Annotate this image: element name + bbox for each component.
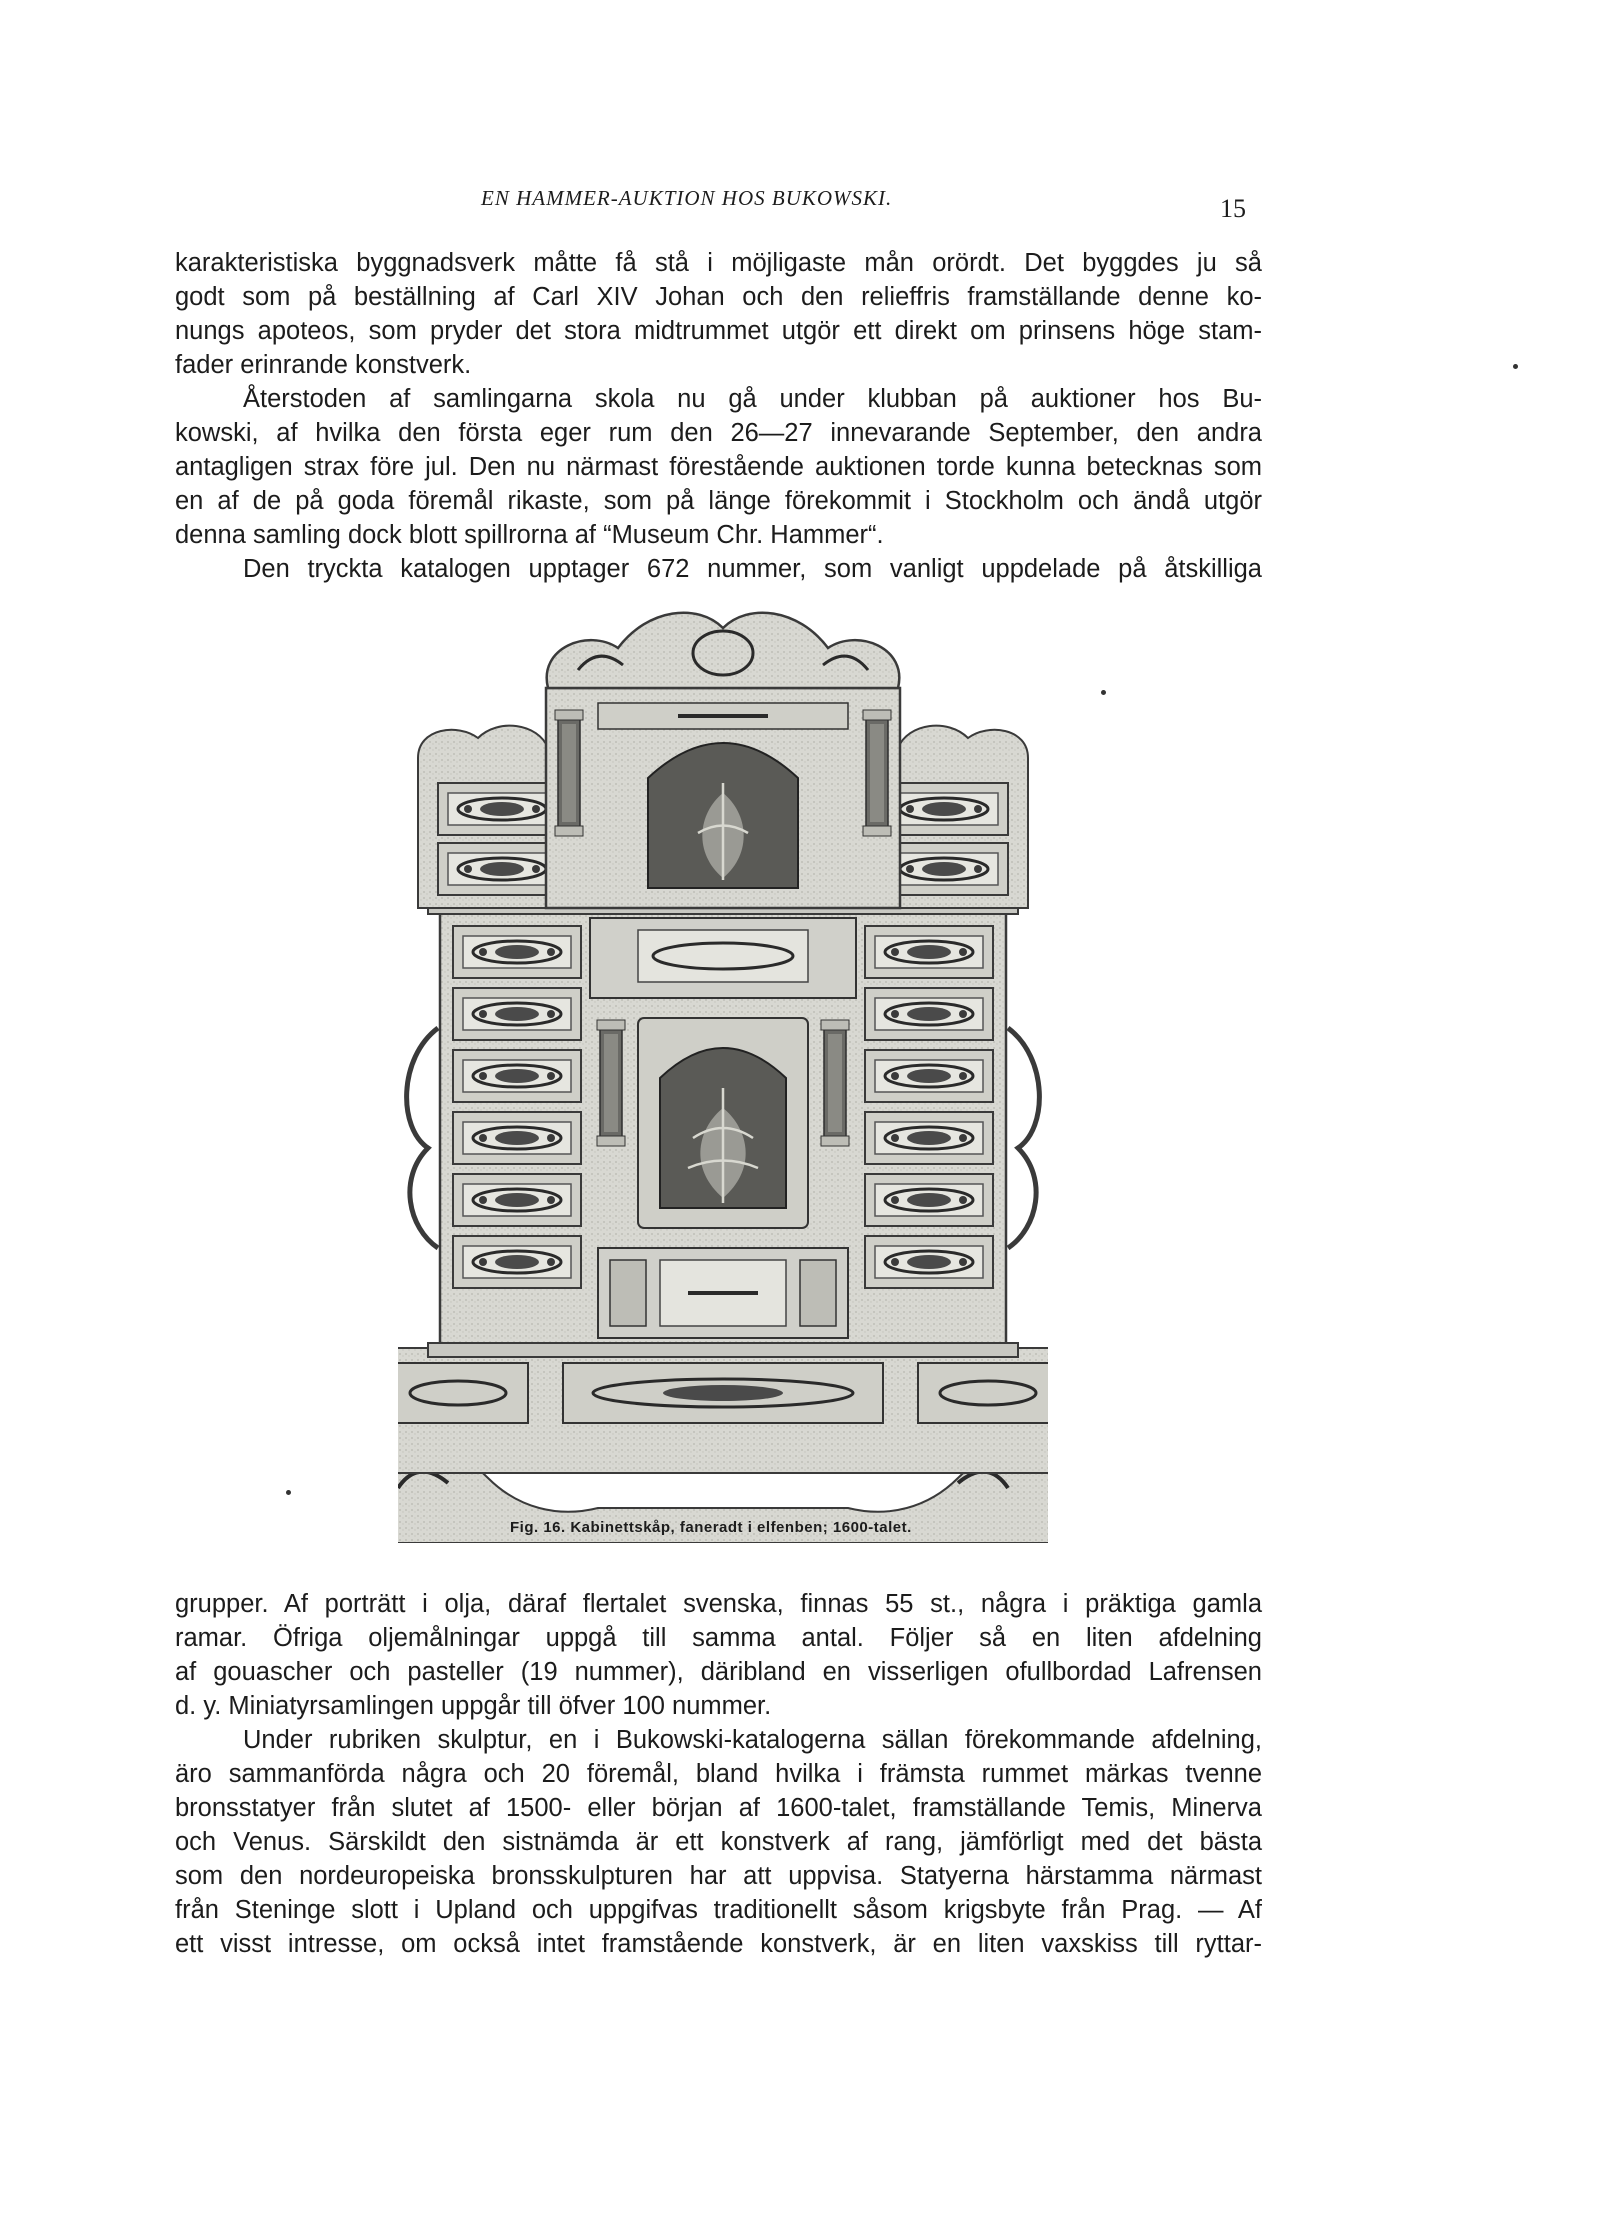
text-line: antagligen strax före jul. Den nu närmast förestående auktionen torde kunna betecknas som [175,453,1262,481]
text-line: Återstoden af samlingarna skola nu gå under klubban på auktioner hos Bu- [243,385,1262,413]
text-line: Under rubriken skulptur, en i Bukowski-katalogerna sällan förekommande afdelning, [243,1726,1262,1754]
text-line: ramar. Öfriga oljemålningar uppgå till samma antal. Följer så en liten afdelning [175,1624,1262,1652]
scan-speck [1101,690,1106,695]
text-line: nungs apoteos, som pryder det stora midtrummet utgör ett direkt om prinsens höge stam- [175,317,1262,345]
text-line: ett visst intresse, om också intet framstående konstverk, är en liten vaxskiss till ryttar- [175,1930,1262,1958]
scan-speck [1513,364,1518,369]
text-line: och Venus. Särskildt den sistnämda är ett konstverk af rang, jämförligt med det bästa [175,1828,1262,1856]
text-line: grupper. Af porträtt i olja, däraf flertalet svenska, finnas 55 st., några i präktiga gamla [175,1590,1262,1618]
cabinet-crest [547,613,900,688]
running-title: EN HAMMER-AUKTION HOS BUKOWSKI. [481,186,893,210]
cabinet-figure [398,608,1048,1543]
text-line: äro sammanförda några och 20 föremål, bland hvilka i främsta rummet märkas tvenne [175,1760,1262,1788]
cabinet-illustration-icon [398,608,1048,1543]
text-block-bottom [175,1587,1262,1961]
running-head [175,186,1270,226]
text-line: kowski, af hvilka den första eger rum den 26—27 innevarande September, den andra [175,419,1262,447]
text-line: som den nordeuropeiska bronsskulpturen har att uppvisa. Statyerna härstamma närmast [175,1862,1262,1890]
text-line: d. y. Miniatyrsamlingen uppgår till öfver 100 nummer. [175,1692,772,1720]
page-number: 15 [1220,194,1246,223]
text-line: en af de på goda föremål rikaste, som på länge förekommit i Stockholm och ändå utgör [175,487,1262,515]
text-line: fader erinrande konstverk. [175,351,472,379]
text-line: bronsstatyer från slutet af 1500- eller början af 1600-talet, framställande Temis, Minerva [175,1794,1262,1822]
text-block-top [175,246,1262,586]
text-line: Den tryckta katalogen upptager 672 nummer, som vanligt uppdelade på åtskilliga [243,555,1262,583]
text-line: denna samling dock blott spillrorna af “Museum Chr. Hammer“. [175,521,884,549]
text-line: karakteristiska byggnadsverk måtte få stå i möjligaste mån orördt. Det byggdes ju så [175,249,1262,277]
text-line: godt som på beställning af Carl XIV Johan och den relieffris framställande denne ko- [175,283,1262,311]
text-line: från Steninge slott i Upland och uppgifvas traditionellt såsom krigsbyte från Prag. — Af [175,1896,1262,1924]
figure-caption: Fig. 16. Kabinettskåp, faneradt i elfenben; 1600-talet. [510,1519,912,1536]
scan-speck [286,1490,291,1495]
text-line: af gouascher och pasteller (19 nummer), däribland en visserligen ofullbordad Lafrensen [175,1658,1262,1686]
